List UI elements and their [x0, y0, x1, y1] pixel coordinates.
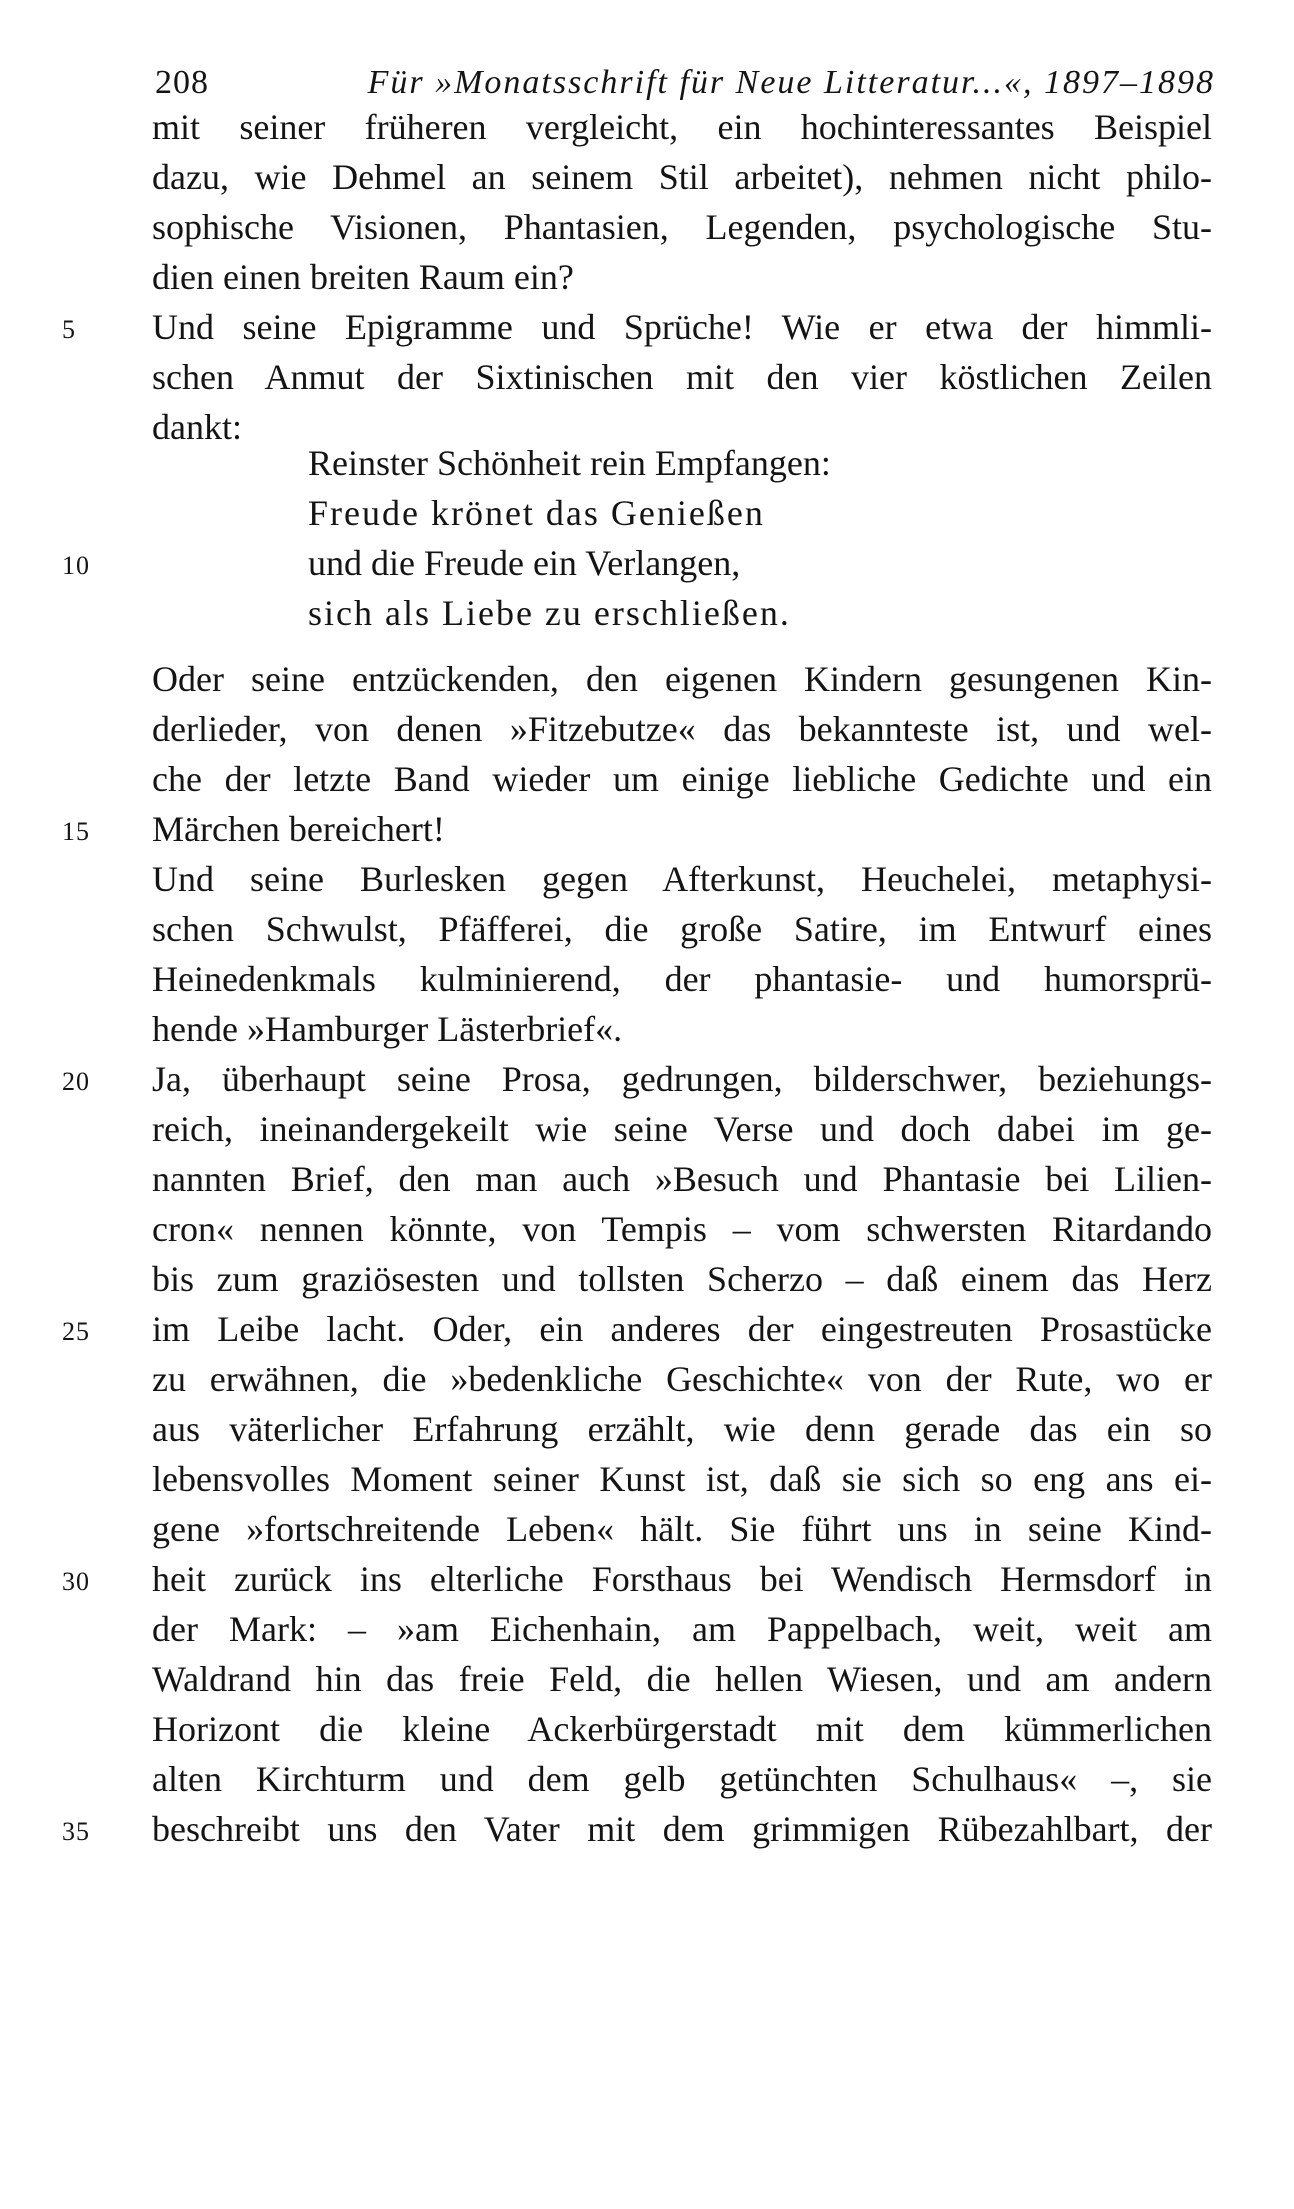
text-line: Waldrand hin das freie Feld, die hellen Wiesen, und am andern [152, 1659, 1212, 1699]
text-line: reich, ineinandergekeilt wie seine Verse und doch dabei im ge- [152, 1109, 1212, 1149]
text-line: zu erwähnen, die »bedenkliche Geschichte« von der Rute, wo er [152, 1359, 1212, 1399]
text-line: Märchen bereichert! [152, 809, 445, 849]
verse-line: Freude krönet das Genießen [308, 493, 765, 533]
text-line: Heinedenkmals kulminierend, der phantasie- und humorsprü- [152, 959, 1212, 999]
text-line: schen Schwulst, Pfäfferei, die große Satire, im Entwurf eines [152, 909, 1212, 949]
line-number: 30 [62, 1567, 90, 1596]
text-line: im Leibe lacht. Oder, ein anderes der eingestreuten Prosastücke [152, 1309, 1212, 1349]
verse-line: Reinster Schönheit rein Empfangen: [308, 443, 831, 483]
text-line: Ja, überhaupt seine Prosa, gedrungen, bilderschwer, beziehungs- [152, 1059, 1212, 1099]
text-line: sophische Visionen, Phantasien, Legenden, psychologische Stu- [152, 207, 1212, 247]
line-number: 10 [62, 551, 90, 580]
text-line: gene »fortschreitende Leben« hält. Sie führt uns in seine Kind- [152, 1509, 1212, 1549]
line-number: 35 [62, 1817, 90, 1846]
text-line: nannten Brief, den man auch »Besuch und Phantasie bei Lilien- [152, 1159, 1212, 1199]
line-number: 20 [62, 1067, 90, 1096]
text-line: Oder seine entzückenden, den eigenen Kindern gesungenen Kin- [152, 659, 1212, 699]
text-line: lebensvolles Moment seiner Kunst ist, daß sie sich so eng ans ei- [152, 1459, 1212, 1499]
text-line: aus väterlicher Erfahrung erzählt, wie denn gerade das ein so [152, 1409, 1212, 1449]
text-line: Und seine Epigramme und Sprüche! Wie er etwa der himmli- [152, 307, 1212, 347]
line-number: 5 [62, 315, 76, 344]
text-line: dazu, wie Dehmel an seinem Stil arbeitet), nehmen nicht philo- [152, 157, 1212, 197]
text-line: schen Anmut der Sixtinischen mit den vier köstlichen Zeilen [152, 357, 1212, 397]
text-line: Horizont die kleine Ackerbürgerstadt mit dem kümmerlichen [152, 1709, 1212, 1749]
verse-line: sich als Liebe zu erschließen. [308, 593, 791, 633]
line-number: 25 [62, 1317, 90, 1346]
page-number: 208 [155, 64, 209, 101]
text-line: Und seine Burlesken gegen Afterkunst, Heuchelei, metaphysi- [152, 859, 1212, 899]
text-line: mit seiner früheren vergleicht, ein hochinteressantes Beispiel [152, 107, 1212, 147]
text-line: che der letzte Band wieder um einige liebliche Gedichte und ein [152, 759, 1212, 799]
text-line: hende »Hamburger Lästerbrief«. [152, 1009, 623, 1049]
text-line: beschreibt uns den Vater mit dem grimmigen Rübezahlbart, der [152, 1809, 1212, 1849]
line-number: 15 [62, 817, 90, 846]
text-line: heit zurück ins elterliche Forsthaus bei Wendisch Hermsdorf in [152, 1559, 1212, 1599]
text-line: dien einen breiten Raum ein? [152, 257, 574, 297]
text-line: dankt: [152, 407, 242, 447]
verse-line: und die Freude ein Verlangen, [308, 543, 741, 583]
running-title: Für »Monatsschrift für Neue Litteratur...«, 1897–1898 [367, 64, 1215, 101]
text-line: bis zum graziösesten und tollsten Scherzo – daß einem das Herz [152, 1259, 1212, 1299]
text-line: alten Kirchturm und dem gelb getünchten Schulhaus« –, sie [152, 1759, 1212, 1799]
text-line: derlieder, von denen »Fitzebutze« das bekannteste ist, und wel- [152, 709, 1212, 749]
text-line: der Mark: – »am Eichenhain, am Pappelbach, weit, weit am [152, 1609, 1212, 1649]
text-line: cron« nennen könnte, von Tempis – vom schwersten Ritardando [152, 1209, 1212, 1249]
